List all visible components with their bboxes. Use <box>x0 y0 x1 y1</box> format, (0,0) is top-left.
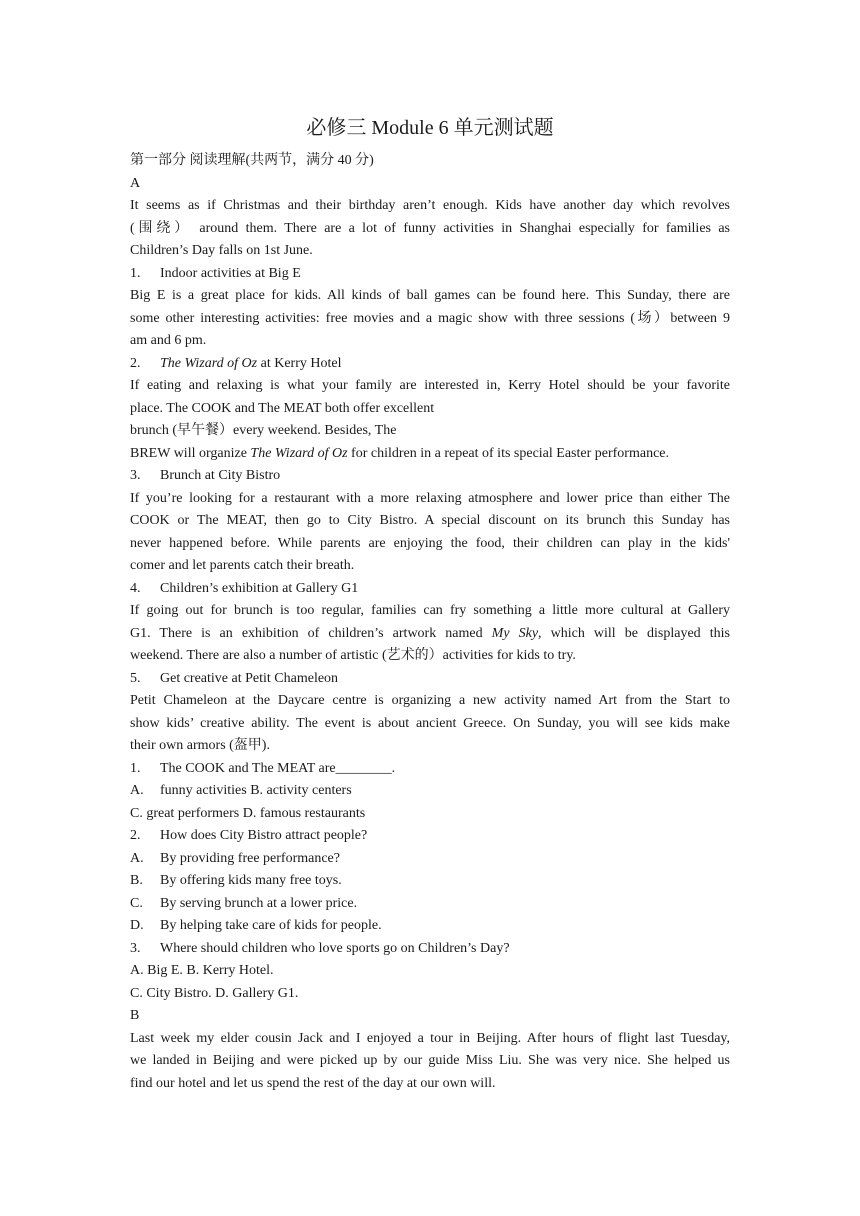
section-3-body-line-4: comer and let parents catch their breath. <box>130 558 355 573</box>
section-2-title-italic: The Wizard of Oz <box>160 355 258 371</box>
passage-b-line-2: we landed in Beijing and were picked up by our guide Miss Liu. She was very nice. She helped us <box>130 1053 730 1068</box>
question-2-option-c <box>130 893 730 916</box>
question-2-option-b-letter: B. <box>130 873 143 888</box>
section-4-body-line-2-italic: My Sky <box>491 625 539 641</box>
section-4-body-line-1: If going out for brunch is too regular, families can fry something a little more cultural at Gallery <box>130 603 730 618</box>
section-2-body-line-4 <box>130 443 730 466</box>
section-2-heading <box>130 353 730 376</box>
question-2-option-c-letter: C. <box>130 895 143 911</box>
section-3-body-line-2: COOK or The MEAT, then go to City Bistro. A special discount on its brunch this Sunday has <box>130 513 730 528</box>
passage-a-intro-line-2: (围绕） around them. There are a lot of funny activities in Shanghai especially for families as <box>130 220 730 236</box>
section-2-body-line-4-italic: The Wizard of Oz <box>250 445 348 461</box>
section-5-body-line-2: show kids’ creative ability. The event is about ancient Greece. On Sunday, you will see kids make <box>130 715 730 731</box>
document-content <box>130 116 730 1095</box>
section-5-number: 5. <box>130 670 141 686</box>
passage-b-line-1: Last week my elder cousin Jack and I enjoyed a tour in Beijing. After hours of flight last Tuesday, <box>130 1030 730 1046</box>
passage-a-label: A <box>130 175 141 191</box>
section-2-body-line-3: brunch (早午餐）every weekend. Besides, The <box>130 423 397 438</box>
question-1-text: The COOK and The MEAT are________. <box>160 760 396 776</box>
section-2-number: 2. <box>130 355 141 371</box>
section-4-title: Children’s exhibition at Gallery G1 <box>160 580 359 596</box>
question-2-option-d-text: By helping take care of kids for people. <box>160 918 382 933</box>
document-title: 必修三 Module 6 单元测试题 <box>306 117 554 139</box>
question-3-stem <box>130 938 730 961</box>
section-1-body-line-3: am and 6 pm. <box>130 333 207 348</box>
section-1-heading <box>130 263 730 286</box>
section-1-title: Indoor activities at Big E <box>160 265 301 281</box>
passage-a-intro-line-3: Children’s Day falls on 1st June. <box>130 243 313 258</box>
question-2-option-a <box>130 848 730 871</box>
question-2-number: 2. <box>130 828 141 843</box>
passage-b-label: B <box>130 1008 140 1023</box>
section-5-body-line-3: their own armors (盔甲). <box>130 738 270 753</box>
question-3-options-line-1: A. Big E. B. Kerry Hotel. <box>130 963 274 978</box>
section-5-body-line-1: Petit Chameleon at the Daycare centre is organizing a new activity named Art from the Start to <box>130 693 730 708</box>
section-4-number: 4. <box>130 580 141 596</box>
section-4-body-line-2-pre: G1. There is an exhibition of children’s artwork named <box>130 625 492 641</box>
section-3-body-line-1: If you’re looking for a restaurant with a more relaxing atmosphere and lower price than either The <box>130 490 730 506</box>
section-3-body-line-3: never happened before. While parents are enjoying the food, their children can play in the kids' <box>130 535 730 551</box>
section-2-title <box>160 353 341 376</box>
question-2-option-a-text: By providing free performance? <box>160 850 340 866</box>
question-2-option-c-text: By serving brunch at a lower price. <box>160 895 358 911</box>
question-1-stem <box>130 758 730 781</box>
question-2-text: How does City Bistro attract people? <box>160 828 368 843</box>
question-1-options-line-1-text: funny activities B. activity centers <box>160 783 352 798</box>
section-2-title-rest: at Kerry Hotel <box>257 355 342 371</box>
section-5-heading <box>130 668 730 691</box>
section-2-body-line-4-post: for children in a repeat of its special Easter performance. <box>347 445 669 461</box>
passage-a-intro-line-1: It seems as if Christmas and their birthday aren’t enough. Kids have another day which revolves <box>130 198 730 213</box>
question-3-text: Where should children who love sports go on Children’s Day? <box>160 940 510 956</box>
section-2-body-line-4-pre: BREW will organize <box>130 445 251 461</box>
section-4-heading <box>130 578 730 601</box>
section-2-body-line-1: If eating and relaxing is what your family are interested in, Kerry Hotel should be your favorite <box>130 378 730 393</box>
question-3-number: 3. <box>130 940 141 956</box>
section-5-title: Get creative at Petit Chameleon <box>160 670 339 686</box>
section-4-body-line-2-post: , which will be displayed this <box>538 625 730 641</box>
question-2-option-d <box>130 915 730 938</box>
question-1-options-line-1 <box>130 780 730 803</box>
question-1-number: 1. <box>130 760 141 776</box>
question-2-option-b <box>130 870 730 893</box>
section-1-number: 1. <box>130 265 141 281</box>
section-3-title: Brunch at City Bistro <box>160 468 281 483</box>
passage-b-line-3: find our hotel and let us spend the rest of the day at our own will. <box>130 1075 496 1091</box>
question-2-option-b-text: By offering kids many free toys. <box>160 873 342 888</box>
question-2-option-d-letter: D. <box>130 918 144 933</box>
section-3-number: 3. <box>130 468 141 483</box>
section-header: 第一部分 阅读理解(共两节，满分 40 分) <box>130 153 374 168</box>
section-1-body-line-1: Big E is a great place for kids. All kinds of ball games can be found here. This Sunday, there are <box>130 288 730 303</box>
section-2-body-line-2: place. The COOK and The MEAT both offer excellent <box>130 400 435 416</box>
section-4-body-line-3: weekend. There are also a number of artistic (艺术的）activities for kids to try. <box>130 648 576 663</box>
question-1-option-a-letter: A. <box>130 783 144 798</box>
question-3-options-line-2: C. City Bistro. D. Gallery G1. <box>130 985 299 1001</box>
question-1-options-line-2: C. great performers D. famous restaurants <box>130 805 366 821</box>
section-3-heading <box>130 465 730 488</box>
question-2-stem <box>130 825 730 848</box>
question-2-option-a-letter: A. <box>130 850 144 866</box>
section-4-body-line-2 <box>130 623 730 646</box>
section-1-body-line-2: some other interesting activities: free movies and a magic show with three sessions (场）between 9 <box>130 310 730 326</box>
